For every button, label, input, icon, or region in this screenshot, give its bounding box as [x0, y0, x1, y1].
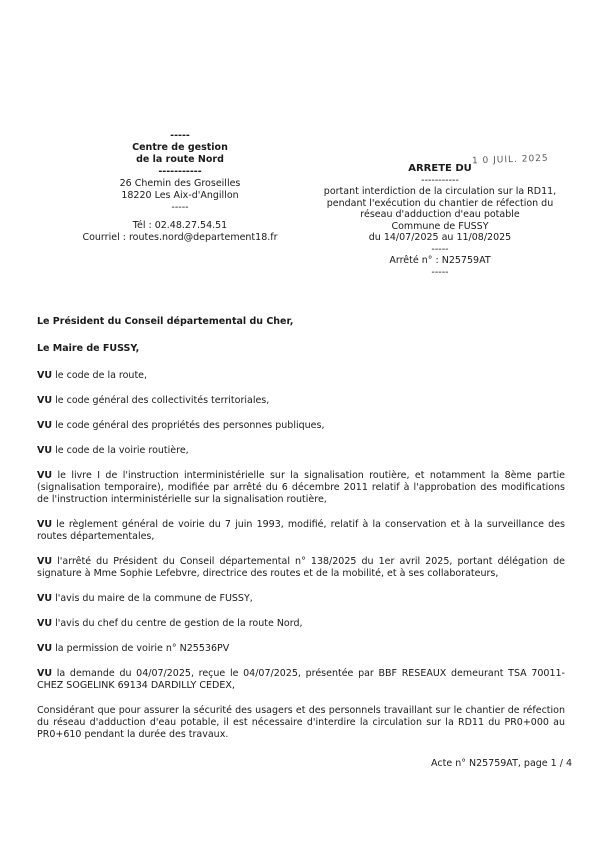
vu-text: l'arrêté du Président du Conseil départemental n° 138/2025 du 1er avril 2025, portant délégation de signature à Mme Sophie Lefebvre, directrice des routes et de la mobilité, et à ses collaborateurs, — [37, 556, 565, 579]
vu-text: le code de la voirie routière, — [55, 445, 189, 456]
dash-separator: ----- — [431, 243, 449, 255]
org-name-line1: Centre de gestion — [132, 142, 228, 153]
org-name-line2: de la route Nord — [136, 154, 224, 165]
email-address: Courriel : routes.nord@departement18.fr — [82, 232, 278, 243]
vu-clause — [37, 556, 565, 580]
vu-text: le livre I de l'instruction interministérielle sur la signalisation routière, et notamment la 8ème partie (signalisation temporaire), modifiée par arrêté du 6 décembre 2011 relatif à l'approbation des modifications de l'instruction interministérielle sur la signalisation routière, — [37, 470, 565, 505]
phone-number: Tél : 02.48.27.54.51 — [132, 220, 228, 231]
dash-separator: ----- — [170, 130, 190, 141]
arrete-number: Arrêté n° : N25759AT — [389, 255, 491, 266]
page-footer: Acte n° N25759AT, page 1 / 4 — [431, 758, 572, 769]
vu-label: VU — [37, 593, 53, 604]
sender-block — [80, 130, 280, 244]
vu-clause — [37, 395, 565, 407]
date-range-line: du 14/07/2025 au 11/08/2025 — [368, 232, 512, 243]
vu-clause — [37, 593, 565, 605]
maire-line: Le Maire de FUSSY, — [37, 343, 140, 354]
date-stamp: 1 0 JUIL. 2025 — [471, 153, 549, 167]
president-line: Le Président du Conseil départemental du Cher, — [37, 316, 294, 327]
vu-text: l'avis du maire de la commune de FUSSY, — [55, 593, 253, 604]
vu-label: VU — [37, 370, 53, 381]
vu-clause — [37, 445, 565, 457]
vu-label: VU — [37, 445, 53, 456]
vu-text: l'avis du chef du centre de gestion de la route Nord, — [55, 618, 303, 629]
vu-text: la permission de voirie n° N25536PV — [55, 643, 230, 654]
address-line2: 18220 Les Aix-d'Angillon — [121, 190, 239, 201]
vu-clause — [37, 470, 565, 506]
dash-separator: ----- — [431, 266, 449, 278]
vu-text: la demande du 04/07/2025, reçue le 04/07/2025, présentée par BBF RESEAUX demeurant TSA 70011-CHEZ SOGELINK 69134 DARDILLY CEDEX, — [37, 668, 565, 691]
document-body — [37, 316, 565, 754]
vu-clause — [37, 519, 565, 543]
address-line1: 26 Chemin des Groseilles — [119, 178, 241, 189]
vu-label: VU — [37, 395, 53, 406]
vu-clause — [37, 668, 565, 692]
dash-separator: ----------- — [421, 174, 459, 186]
vu-label: VU — [37, 643, 53, 654]
considerant-paragraph: Considérant que pour assurer la sécurité des usagers et des personnels travaillant sur le chantier de réfection du réseau d'adduction d'eau potable, il est nécessaire d'interdire la circulation sur la RD11 du PR0+000 au PR0+610 pendant la durée des travaux. — [37, 705, 565, 740]
vu-clause — [37, 643, 565, 655]
dash-separator: ----------- — [158, 166, 202, 177]
commune-line: Commune de FUSSY — [391, 220, 489, 232]
subject-line1: portant interdiction de la circulation sur la RD11, — [323, 186, 557, 197]
arrete-title-row — [300, 153, 580, 175]
vu-text: le code général des collectivités territoriales, — [55, 395, 270, 406]
vu-text: le règlement général de voirie du 7 juin 1993, modifié, relatif à la conservation et à la surveillance des routes départementales, — [37, 519, 565, 542]
vu-label: VU — [37, 556, 53, 567]
subject-line3: réseau d'adduction d'eau potable — [360, 209, 520, 220]
vu-label: VU — [37, 668, 53, 679]
vu-label: VU — [37, 519, 53, 530]
vu-clause — [37, 618, 565, 630]
vu-clause — [37, 420, 565, 432]
subject-line2: pendant l'exécution du chantier de réfection du — [326, 197, 554, 209]
vu-clause — [37, 370, 565, 382]
arrete-title: ARRETE DU — [408, 163, 472, 174]
dash-separator: ----- — [171, 202, 189, 213]
vu-label: VU — [37, 618, 53, 629]
vu-text: le code général des propriétés des personnes publiques, — [55, 420, 325, 431]
vu-label: VU — [37, 420, 53, 431]
vu-label: VU — [37, 470, 53, 481]
vu-text: le code de la route, — [55, 370, 148, 381]
arrete-header — [300, 153, 580, 278]
